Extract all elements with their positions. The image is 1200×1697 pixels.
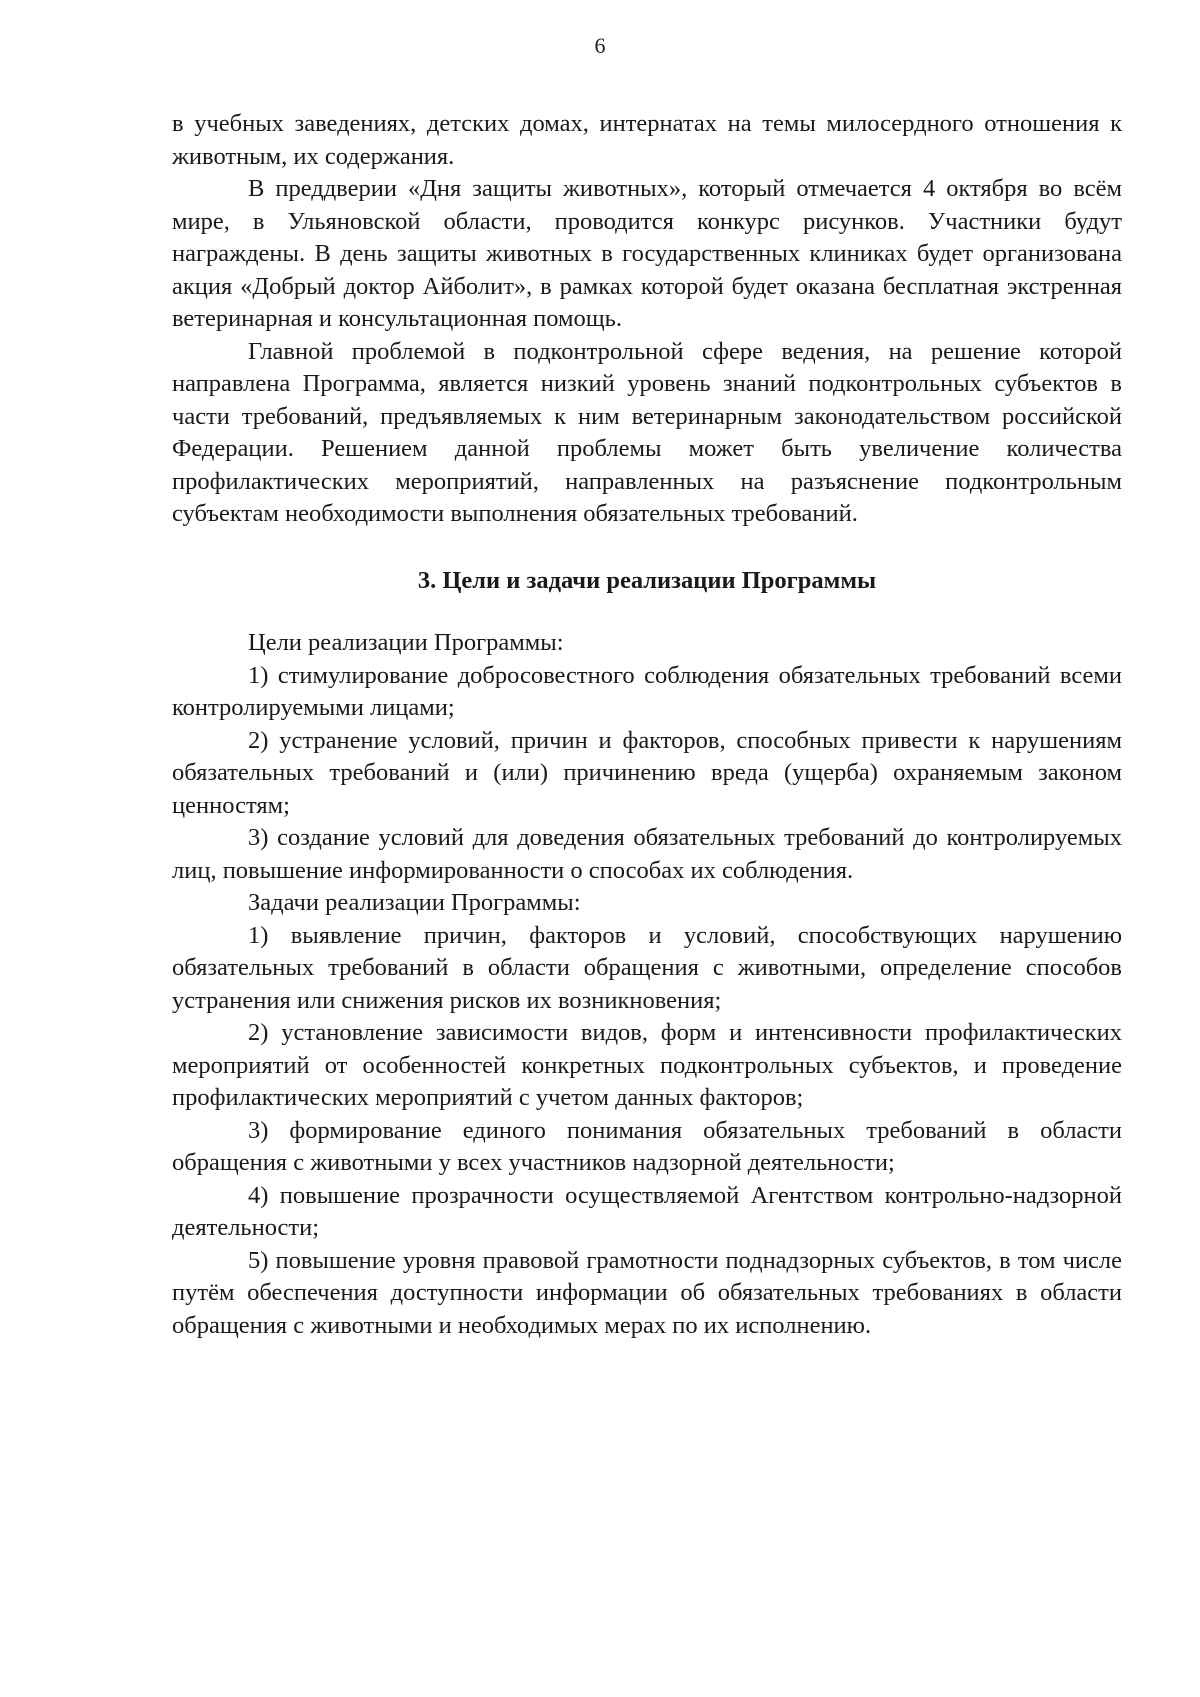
task-item: 1) выявление причин, факторов и условий, способствующих нарушению обязательных требований в области обращения с животными, определение способов устранения или снижения рисков их возникновения;: [172, 921, 1122, 1014]
goals-title: Цели реализации Программы:: [248, 629, 564, 656]
paragraph-animal-day: В преддверии «Дня защиты животных», который отмечается 4 октября во всём мире, в Ульяновской области, проводится конкурс рисунков. Участники будут награждены. В день защиты животных в государственных клиниках будет организована акция «Добрый доктор Айболит», в рамках которой будет оказана бесплатная экстренная ветеринарная и консультационная помощь.: [172, 175, 1122, 332]
task-item: 4) повышение прозрачности осуществляемой Агентством контрольно-надзорной деятельности;: [172, 1181, 1122, 1241]
paragraph-main-problem: Главной проблемой в подконтрольной сфере ведения, на решение которой направлена Программа, является низкий уровень знаний подконтрольных субъектов в части требований, предъявляемых к ним ветеринарным законодательством российской Федерации. Решением данной проблемы может быть увеличение количества профилактических мероприятий, направленных на разъяснение подконтрольным субъектам необходимости выполнения обязательных требований.: [172, 337, 1122, 527]
task-item: 5) повышение уровня правовой грамотности поднадзорных субъектов, в том числе путём обеспечения доступности информации об обязательных требованиях в области обращения с животными и необходимых мерах по их исполнению.: [172, 1246, 1122, 1339]
section-heading: 3. Цели и задачи реализации Программы: [417, 566, 877, 594]
document-body: [172, 108, 1122, 1342]
tasks-title: Задачи реализации Программы:: [248, 889, 581, 916]
goal-item: 3) создание условий для доведения обязательных требований до контролируемых лиц, повышение информированности о способах их соблюдения.: [172, 824, 1122, 884]
task-item: 3) формирование единого понимания обязательных требований в области обращения с животными у всех участников надзорной деятельности;: [172, 1116, 1122, 1176]
goal-item: 1) стимулирование добросовестного соблюдения обязательных требований всеми контролируемыми лицами;: [172, 661, 1122, 721]
paragraph-continuation: в учебных заведениях, детских домах, интернатах на темы милосердного отношения к животным, их содержания.: [172, 110, 1122, 170]
task-item: 2) установление зависимости видов, форм и интенсивности профилактических мероприятий от особенностей конкретных подконтрольных субъектов, и проведение профилактических мероприятий с учетом данных факторов;: [172, 1019, 1122, 1111]
page-number: 6: [594, 33, 606, 58]
goal-item: 2) устранение условий, причин и факторов, способных привести к нарушениям обязательных требований и (или) причинению вреда (ущерба) охраняемым законом ценностям;: [172, 726, 1122, 819]
